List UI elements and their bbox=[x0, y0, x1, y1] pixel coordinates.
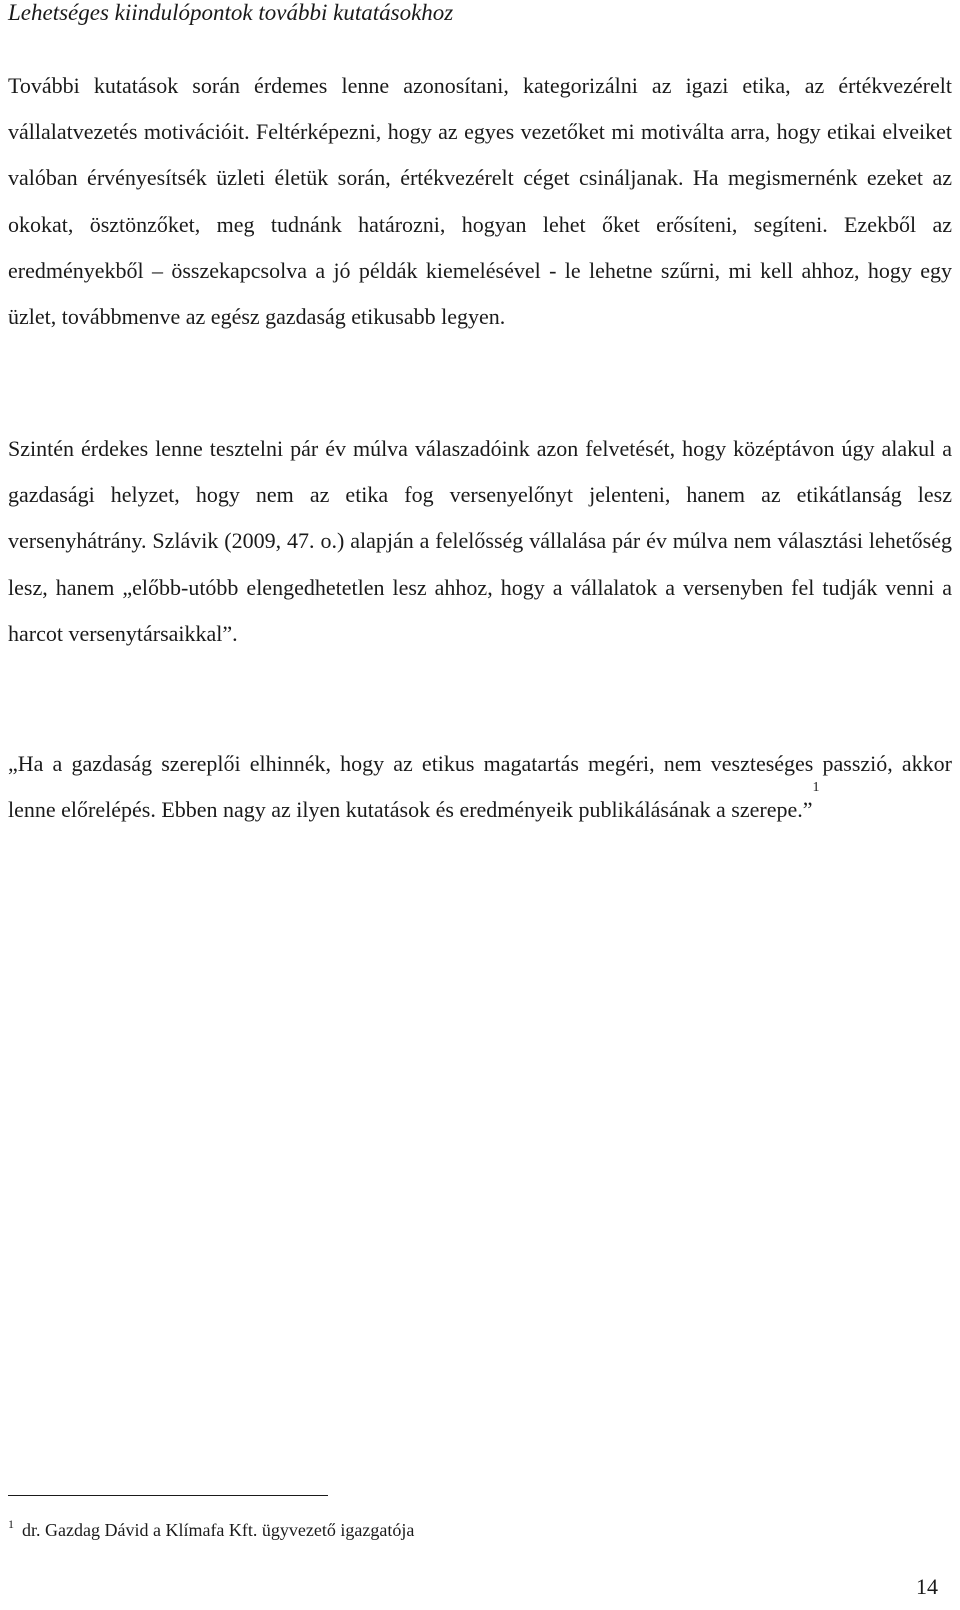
quote-text: „Ha a gazdaság szereplői elhinnék, hogy az etikus magatartás megéri, nem veszteséges passzió, akkor lenne előrelépés. Ebben nagy az ilyen kutatások és eredményeik publikálásának a szerepe.” bbox=[8, 751, 952, 823]
paragraph-3-quote bbox=[8, 741, 952, 833]
paragraph-2: Szintén érdekes lenne tesztelni pár év múlva válaszadóink azon felvetését, hogy középtávon úgy alakul a gazdasági helyzet, hogy nem az etika fog versenyelőnyt jelenteni, hanem az etikátlanság lesz versenyhátrány. Szlávik (2009, 47. o.) alapján a felelősség vállalása pár év múlva nem választási lehetőség lesz, hanem „előbb-utóbb elengedhetetlen lesz ahhoz, hogy a vállalatok a versenyben fel tudják venni a harcot versenytársaikkal”. bbox=[8, 436, 952, 646]
paragraph-1: További kutatások során érdemes lenne azonosítani, kategorizálni az igazi etika, az értékvezérelt vállalatvezetés motivációit. Feltérképezni, hogy az egyes vezetőket mi motiválta arra, hogy etikai elveiket valóban érvényesítsék üzleti életük során, értékvezérelt céget csináljanak. Ha megismernénk ezeket az okokat, ösztönzőket, meg tudnánk határozni, hogyan lehet őket erősíteni, segíteni. Ezekből az eredményekből – összekapcsolva a jó példák kiemelésével - le lehetne szűrni, mi kell ahhoz, hogy egy üzlet, továbbmenve az egész gazdaság etikusabb legyen. bbox=[8, 73, 952, 330]
page-number: 14 bbox=[916, 1574, 938, 1599]
footnote-divider bbox=[8, 1495, 328, 1496]
section-heading: Lehetséges kiindulópontok további kutatásokhoz bbox=[8, 0, 454, 25]
footnote bbox=[8, 1518, 414, 1542]
footnote-reference[interactable]: 1 bbox=[812, 780, 820, 796]
footnote-text: dr. Gazdag Dávid a Klímafa Kft. ügyvezető igazgatója bbox=[22, 1520, 415, 1540]
footnote-marker: 1 bbox=[8, 1517, 14, 1531]
